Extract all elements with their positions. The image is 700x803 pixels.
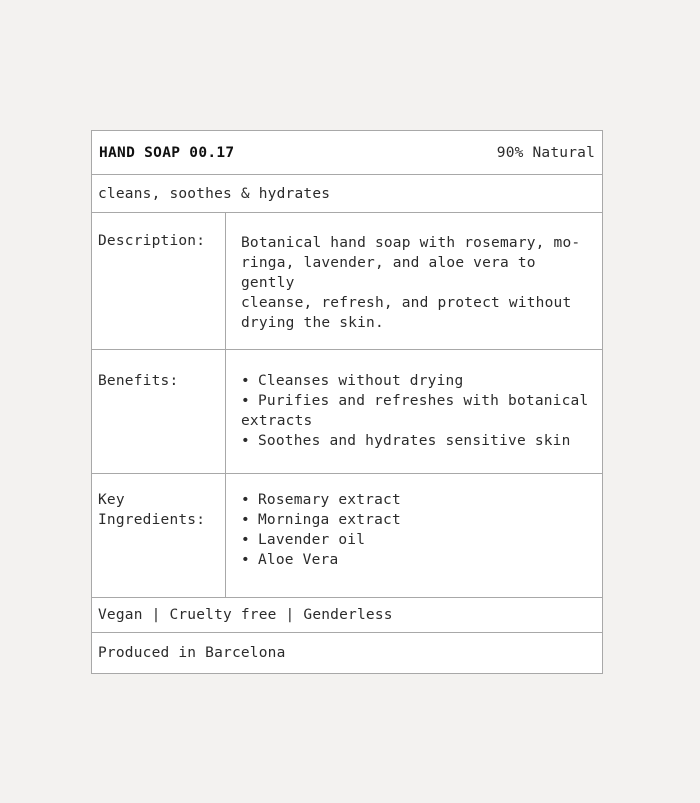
product-label [91,130,603,674]
ingredients-list-cell [226,474,602,597]
ingredients-label-cell [92,474,226,597]
ingredients-label-line2: Ingredients: [98,512,206,528]
tags-row [92,598,602,633]
label-header [92,131,602,175]
bullet-icon: • [241,552,250,568]
list-item [241,391,592,431]
bullet-icon: • [241,373,250,389]
benefit-text: Soothes and hydrates sensitive skin [258,433,571,449]
product-tags: Vegan | Cruelty free | Genderless [98,607,393,623]
origin-row [92,633,602,673]
benefit-text: Cleanses without drying [258,373,464,389]
benefits-row [92,350,602,474]
natural-percent: 90% Natural [496,144,595,161]
benefit-text: Purifies and refreshes with botanical extracts [241,393,589,429]
bullet-icon: • [241,393,250,409]
ingredient-text: Rosemary extract [258,492,401,508]
tagline-row [92,175,602,213]
list-item [241,431,592,451]
ingredients-list [241,490,592,570]
benefits-label: Benefits: [98,373,179,389]
list-item [241,371,592,391]
description-text [241,233,592,333]
description-text-cell [226,213,602,349]
origin-text: Produced in Barcelona [98,645,286,661]
list-item [241,510,592,530]
benefits-list [241,371,592,451]
ingredients-label-line1: Key [98,492,125,508]
description-label: Description: [98,233,206,249]
description-line: cleanse, refresh, and protect without [241,295,572,311]
list-item [241,490,592,510]
bullet-icon: • [241,433,250,449]
benefits-label-cell [92,350,226,473]
bullet-icon: • [241,492,250,508]
description-line: ringa, lavender, and aloe vera to gently [241,255,536,291]
list-item [241,550,592,570]
ingredient-text: Morninga extract [258,512,401,528]
description-row [92,213,602,350]
benefits-list-cell [226,350,602,473]
bullet-icon: • [241,512,250,528]
description-label-cell [92,213,226,349]
description-line: Botanical hand soap with rosemary, mo- [241,235,581,251]
description-line: drying the skin. [241,315,384,331]
tagline: cleans, soothes & hydrates [98,185,331,202]
product-name: HAND SOAP 00.17 [99,144,235,161]
ingredient-text: Aloe Vera [258,552,339,568]
bullet-icon: • [241,532,250,548]
list-item [241,530,592,550]
ingredient-text: Lavender oil [258,532,366,548]
ingredients-row [92,474,602,598]
